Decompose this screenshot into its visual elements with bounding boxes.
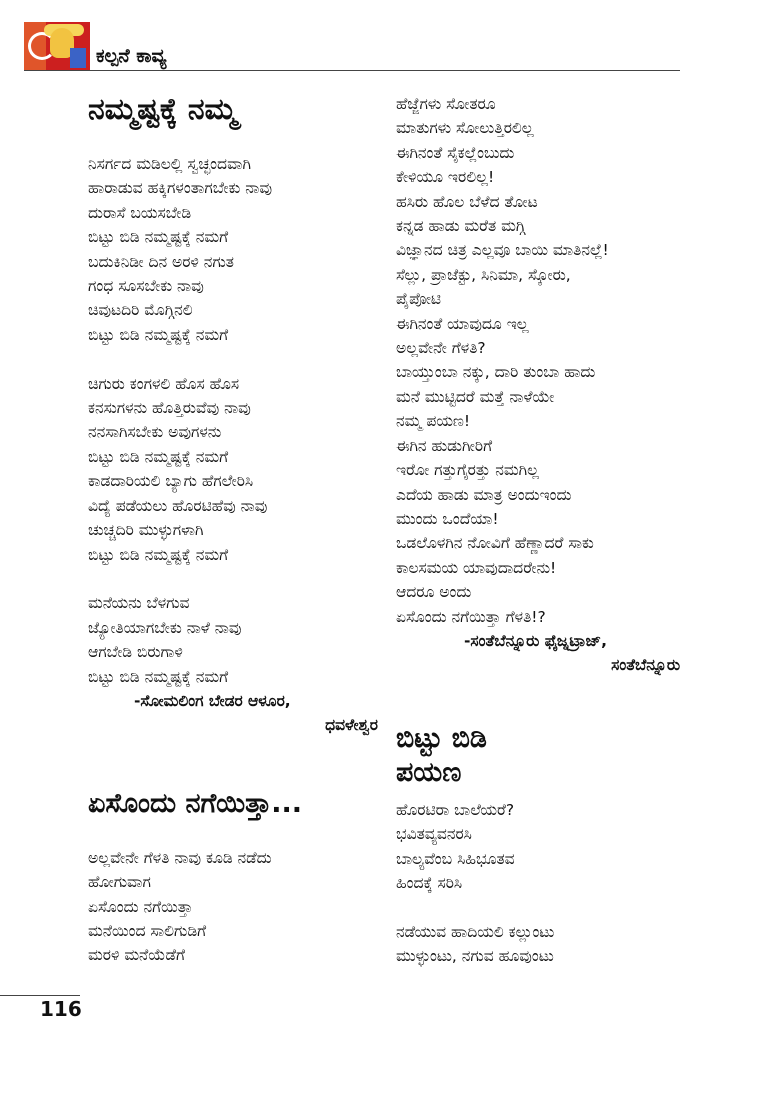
stanza-break bbox=[396, 895, 686, 919]
poem2-body-start bbox=[88, 846, 388, 968]
poem-line: ಅಲ್ಲವೇನೇ ಗೆಳತಿ ನಾವು ಕೂಡಿ ನಡೆದು bbox=[88, 848, 272, 867]
poem-line: ಚಿವುಟದಿರಿ ಮೊಗ್ಗಿನಲಿ bbox=[88, 301, 193, 320]
poem-line: ಚಿಗುರು ಕಂಗಳಲಿ ಹೊಸ ಹೊಸ bbox=[88, 374, 240, 393]
poem-line: ಏಸೊಂದು ನಗೆಯಿತ್ತಾ ಗೆಳತಿ!? bbox=[396, 607, 546, 626]
poem-line: ಅಲ್ಲವೇನೇ ಗೆಳತಿ? bbox=[396, 339, 486, 358]
poem-line: ಮರಳಿ ಮನೆಯೆಡೆಗೆ bbox=[88, 946, 186, 965]
poem-line: ಪೈಪೋಟಿ bbox=[396, 290, 442, 309]
magazine-logo-icon bbox=[24, 22, 90, 70]
poem-line: ಬಿಟ್ಟು ಬಿಡಿ ನಮ್ಮಷ್ಟಕ್ಕೆ ನಮಗೆ bbox=[88, 667, 229, 686]
poem-line: ಇರೋ ಗತ್ತುಗೈರತ್ತು ನಮಗಿಲ್ಲ bbox=[396, 461, 539, 480]
poem-line: ಮನೆಯಿಂದ ಸಾಲಿಗುಡಿಗೆ bbox=[88, 921, 207, 940]
page-header bbox=[24, 22, 680, 72]
poem-line: ಹಿಂದಕ್ಕೆ ಸರಿಸಿ bbox=[396, 873, 463, 892]
poem1-body bbox=[88, 152, 388, 689]
poem-line: ಚುಚ್ಚದಿರಿ ಮುಳ್ಳುಗಳಾಗಿ bbox=[88, 521, 204, 540]
poem-line: ಕಾಡದಾರಿಯಲಿ ಬ್ಯಾಗು ಹೆಗಲೇರಿಸಿ bbox=[88, 472, 254, 491]
section-title: ಕಲ್ಪನೆ ಕಾವ್ಯ bbox=[96, 45, 167, 67]
poem-line: ಮುಳ್ಳುಂಟು, ನಗುವ ಹೂವುಂಟು bbox=[396, 947, 554, 966]
poem-line: ಬಾಲ್ಯವೆಂಬ ಸಿಹಿಭೂತವ bbox=[396, 849, 515, 868]
poem-line: ಹೋಗುವಾಗ bbox=[88, 873, 151, 892]
poem1-author: -ಸೋಮಲಿಂಗ ಬೇಡರ ಆಳೂರ, bbox=[134, 691, 291, 710]
poem-line: ಕಾಲಸಮಯ ಯಾವುದಾದರೇನು! bbox=[396, 558, 557, 577]
right-column bbox=[396, 92, 686, 969]
poem2-body-continued bbox=[396, 92, 686, 629]
poem-line: ಗಂಧ ಸೂಸಬೇಕು ನಾವು bbox=[88, 277, 204, 296]
poem-line: ಈಗಿನ ಹುಡುಗೀರಿಗೆ bbox=[396, 436, 493, 455]
poem-line: ಬಿಟ್ಟು ಬಿಡಿ ನಮ್ಮಷ್ಟಕ್ಕೆ ನಮಗೆ bbox=[88, 228, 229, 247]
poem3-title-line2: ಪಯಣ bbox=[396, 756, 462, 788]
poem-line: ಬಿಟ್ಟು ಬಿಡಿ ನಮ್ಮಷ್ಟಕ್ಕೆ ನಮಗೆ bbox=[88, 545, 229, 564]
poem-line: ಏಸೊಂದು ನಗೆಯಿತ್ತಾ bbox=[88, 897, 193, 916]
poem-line: ಹಸಿರು ಹೊಲ ಬೆಳೆದ ತೋಟ bbox=[396, 192, 538, 211]
poem-line: ದುರಾಸೆ ಬಯಸಬೇಡಿ bbox=[88, 203, 192, 222]
poem-line: ಮನೆ ಮುಟ್ಟಿದರೆ ಮತ್ತೆ ನಾಳೆಯೇ bbox=[396, 387, 555, 406]
left-column bbox=[88, 90, 388, 968]
poem3-body bbox=[396, 798, 686, 969]
poem-line: ಮನೆಯನು ಬೆಳಗುವ bbox=[88, 594, 190, 613]
poem1-place: ಧವಳೇಶ್ವರ bbox=[325, 716, 378, 735]
poem-line: ನಿಸರ್ಗದ ಮಡಿಲಲ್ಲಿ ಸ್ವಚ್ಛಂದವಾಗಿ bbox=[88, 155, 251, 173]
stanza-break bbox=[88, 347, 388, 371]
poem-line: ನಮ್ಮ ಪಯಣ! bbox=[396, 412, 471, 431]
poem2-author: -ಸಂತೆಬೆನ್ನೂರು ಫೈಜ್ನಟ್ರಾಜ್, bbox=[464, 631, 608, 650]
poem-line: ಆಗಬೇಡಿ ಬಿರುಗಾಳಿ bbox=[88, 643, 183, 662]
poem-line: ಸೆಲ್ಲು, ಪ್ರಾಜೆಕ್ಟು, ಸಿನಿಮಾ, ಸ್ಕೋರು, bbox=[396, 265, 571, 284]
poem-line: ನಡೆಯುವ ಹಾದಿಯಲಿ ಕಲ್ಲುಂಟು bbox=[396, 922, 555, 941]
poem-line: ಜ್ಯೋತಿಯಾಗಬೇಕು ನಾಳೆ ನಾವು bbox=[88, 618, 242, 637]
poem-line: ಕೇಳಿಯೂ ಇರಲಿಲ್ಲ! bbox=[396, 168, 495, 187]
poem-line: ಎದೆಯ ಹಾಡು ಮಾತ್ರ ಅಂದುಇಂದು bbox=[396, 485, 572, 504]
poem-line: ಒಡಲೊಳಗಿನ ನೋವಿಗೆ ಹೆಣ್ಣಾದರೆ ಸಾಕು bbox=[396, 534, 594, 553]
poem-line: ವಿಜ್ಞಾನದ ಚಿತ್ರ ಎಲ್ಲವೂ ಬಾಯಿ ಮಾತಿನಲ್ಲೆ! bbox=[396, 241, 609, 260]
poem-line: ಈಗಿನಂತೆ ಯಾವುದೂ ಇಲ್ಲ bbox=[396, 314, 529, 333]
poem-line: ಕನ್ನಡ ಹಾಡು ಮರೆತ ಮಗ್ಗಿ bbox=[396, 217, 526, 236]
poem-line: ಮುಂದು ಒಂದೆಯಾ! bbox=[396, 509, 499, 528]
poem-line: ಭವಿತವ್ಯವನರಸಿ bbox=[396, 825, 472, 844]
poem3-title bbox=[396, 722, 686, 790]
page-number: 116 bbox=[40, 997, 82, 1021]
poem2-title: ಏಸೊಂದು ನಗೆಯಿತ್ತಾ... bbox=[88, 787, 303, 819]
poem-line: ಬಾಯ್ತುಂಬಾ ನಕ್ಕು, ದಾರಿ ತುಂಬಾ ಹಾದು bbox=[396, 363, 596, 382]
poem1-title: ನಮ್ಮಷ್ಟಕ್ಕೆ ನಮ್ಮ bbox=[88, 92, 238, 127]
footer-divider bbox=[0, 995, 80, 996]
poem-line: ವಿದ್ಯೆ ಪಡೆಯಲು ಹೊರಟಿಹೆವು ನಾವು bbox=[88, 496, 268, 515]
poem-line: ನನಸಾಗಿಸಬೇಕು ಅವುಗಳನು bbox=[88, 423, 222, 442]
poem-line: ಹಾರಾಡುವ ಹಕ್ಕಿಗಳಂತಾಗಬೇಕು ನಾವು bbox=[88, 179, 272, 198]
poem-line: ಹೊರಟಿರಾ ಬಾಲೆಯರೆ? bbox=[396, 800, 515, 819]
header-divider bbox=[24, 70, 680, 71]
poem-line: ಬಿಟ್ಟು ಬಿಡಿ ನಮ್ಮಷ್ಟಕ್ಕೆ ನಮಗೆ bbox=[88, 325, 229, 344]
poem-line: ಆದರೂ ಅಂದು bbox=[396, 583, 472, 602]
poem-line: ಕನಸುಗಳನು ಹೊತ್ತಿರುವೆವು ನಾವು bbox=[88, 399, 251, 418]
poem-line: ಈಗಿನಂತೆ ಸೈಕಲ್ಲೆಂಬುದು bbox=[396, 143, 515, 162]
poem-line: ಬದುಕಿನಿಡೀ ದಿನ ಅರಳಿ ನಗುತ bbox=[88, 252, 234, 271]
poem-line: ಹೆಜ್ಜೆಗಳು ಸೋತರೂ bbox=[396, 95, 496, 113]
stanza-break bbox=[88, 567, 388, 591]
poem-line: ಬಿಟ್ಟು ಬಿಡಿ ನಮ್ಮಷ್ಟಕ್ಕೆ ನಮಗೆ bbox=[88, 447, 229, 466]
poem2-place: ಸಂತೆಬೆನ್ನೂರು bbox=[611, 656, 680, 675]
poem-line: ಮಾತುಗಳು ಸೋಲುತ್ತಿರಲಿಲ್ಲ bbox=[396, 119, 534, 138]
poem3-title-line1: ಬಿಟ್ಟು ಬಿಡಿ bbox=[396, 722, 487, 754]
